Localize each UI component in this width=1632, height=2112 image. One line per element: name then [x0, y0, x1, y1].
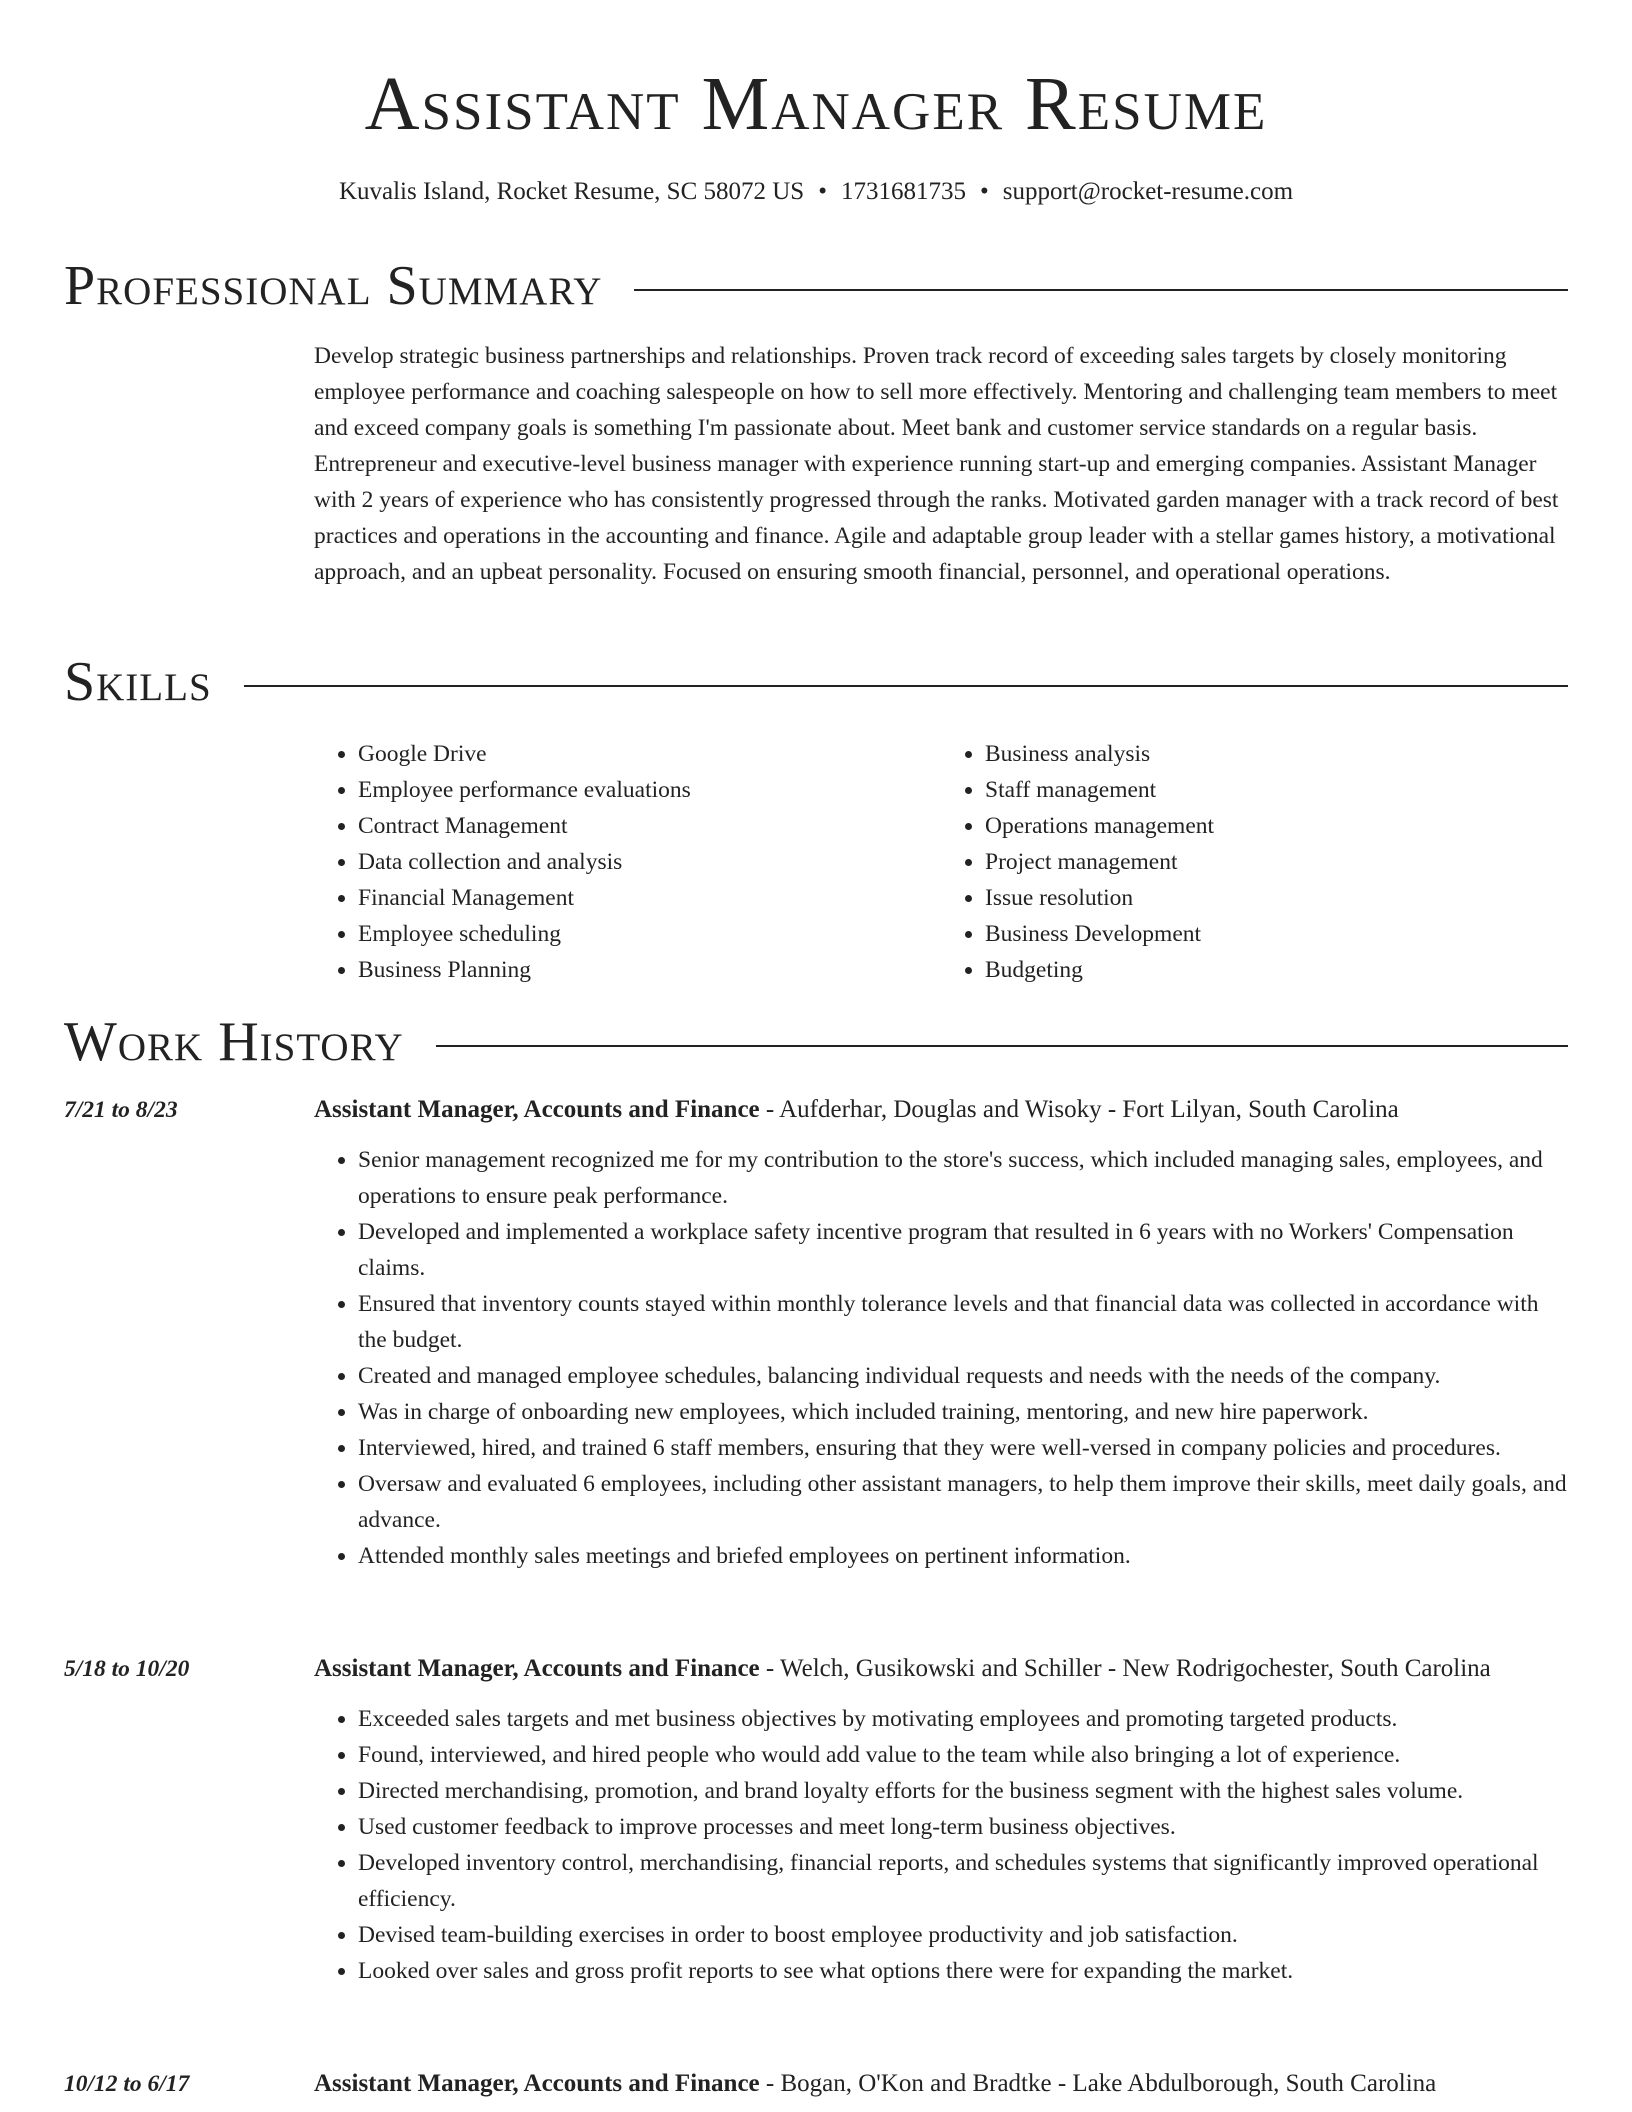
job-entry: [64, 2064, 1568, 2104]
section-divider: [436, 1045, 1568, 1047]
job-dates: 7/21 to 8/23: [64, 1097, 178, 1123]
work-heading: Work History: [64, 1011, 404, 1073]
job-role: Assistant Manager, Accounts and Finance: [314, 2070, 760, 2097]
skill-item: • Issue resolution: [985, 880, 1568, 916]
skill-item: • Business analysis: [985, 736, 1568, 772]
job-bullet: • Found, interviewed, and hired people who would add value to the team while also bringing a lot of experience.: [358, 1737, 1568, 1773]
skill-item: • Google Drive: [358, 736, 941, 772]
contact-line: [0, 174, 1632, 210]
job-bullet: • Devised team-building exercises in order to boost employee productivity and job satisfaction.: [358, 1917, 1568, 1953]
job-bullet: • Attended monthly sales meetings and briefed employees on pertinent information.: [358, 1538, 1568, 1574]
skill-item: • Employee scheduling: [358, 916, 941, 952]
skill-item: • Contract Management: [358, 808, 941, 844]
job-bullet: • Looked over sales and gross profit reports to see what options there were for expanding the market.: [358, 1953, 1568, 1989]
job-bullet: • Interviewed, hired, and trained 6 staff members, ensuring that they were well-versed in company policies and procedures.: [358, 1430, 1568, 1466]
job-bullet: • Ensured that inventory counts stayed within monthly tolerance levels and that financial data was collected in accordance with the budget.: [358, 1286, 1568, 1358]
contact-separator: •: [818, 178, 827, 205]
skill-item: • Data collection and analysis: [358, 844, 941, 880]
summary-section-heading: [64, 252, 1568, 320]
skills-column-left: [314, 736, 941, 988]
job-bullet: • Senior management recognized me for my contribution to the store's success, which included managing sales, employees, and operations to ensure peak performance.: [358, 1142, 1568, 1214]
skill-item: • Employee performance evaluations: [358, 772, 941, 808]
job-bullet: • Created and managed employee schedules, balancing individual requests and needs with the needs of the company.: [358, 1358, 1568, 1394]
job-employer: - Welch, Gusikowski and Schiller - New Rodrigochester, South Carolina: [759, 1655, 1491, 1682]
work-section-heading: [64, 1008, 1568, 1076]
job-bullet: • Developed inventory control, merchandising, financial reports, and schedules systems that significantly improved operational efficiency.: [358, 1845, 1568, 1917]
job-headline: [314, 1649, 1568, 1689]
summary-text: Develop strategic business partnerships and relationships. Proven track record of exceeding sales targets by closely monitoring employee performance and coaching salespeople on how to sell more effectively. Mentoring and challenging team members to meet and exceed company goals is something I'm passionate about. Meet bank and customer service standards on a regular basis. Entrepreneur and executive-level business manager with experience running start-up and emerging companies. Assistant Manager with 2 years of experience who has consistently progressed through the ranks. Motivated garden manager with a track record of best practices and operations in the accounting and finance. Agile and adaptable group leader with a stellar games history, a motivational approach, and an upbeat personality. Focused on ensuring smooth financial, personnel, and operational operations.: [314, 343, 1559, 585]
job-content: [314, 1649, 1568, 1989]
resume-title: Assistant Manager Resume: [364, 62, 1268, 146]
contact-separator: •: [979, 178, 989, 205]
skill-item: • Business Development: [985, 916, 1568, 952]
job-content: [314, 2064, 1568, 2104]
job-bullets: [314, 1142, 1568, 1574]
job-role: Assistant Manager, Accounts and Finance: [314, 1096, 760, 1123]
job-dates: 10/12 to 6/17: [64, 2071, 190, 2097]
skill-item: • Staff management: [985, 772, 1568, 808]
job-bullet: • Directed merchandising, promotion, and brand loyalty efforts for the business segment with the highest sales volume.: [358, 1773, 1568, 1809]
job-headline: [314, 1090, 1568, 1130]
job-employer: - Bogan, O'Kon and Bradtke - Lake Abdulborough, South Carolina: [759, 2070, 1437, 2097]
skill-item: • Operations management: [985, 808, 1568, 844]
section-divider: [244, 685, 1568, 687]
job-entry: [64, 1090, 1568, 1574]
skills-list: [314, 736, 1568, 988]
section-divider: [634, 289, 1568, 291]
job-bullet: • Oversaw and evaluated 6 employees, including other assistant managers, to help them improve their skills, meet daily goals, and advance.: [358, 1466, 1568, 1538]
skills-section-heading: [64, 648, 1568, 716]
job-content: [314, 1090, 1568, 1574]
job-entry: [64, 1649, 1568, 1989]
job-bullets: [314, 1701, 1568, 1989]
job-employer: - Aufderhar, Douglas and Wisoky - Fort Lilyan, South Carolina: [759, 1096, 1399, 1123]
job-bullet: • Developed and implemented a workplace safety incentive program that resulted in 6 years with no Workers' Compensation claims.: [358, 1214, 1568, 1286]
summary-heading: Professional Summary: [64, 255, 603, 317]
job-bullet: • Used customer feedback to improve processes and meet long-term business objectives.: [358, 1809, 1568, 1845]
job-dates: 5/18 to 10/20: [64, 1656, 190, 1682]
contact-phone: 1731681735: [840, 178, 966, 205]
skill-item: • Business Planning: [358, 952, 941, 988]
skill-item: • Financial Management: [358, 880, 941, 916]
contact-address: Kuvalis Island, Rocket Resume, SC 58072 US: [338, 178, 805, 205]
job-bullet: • Was in charge of onboarding new employees, which included training, mentoring, and new hire paperwork.: [358, 1394, 1568, 1430]
skills-heading: Skills: [64, 651, 212, 713]
job-headline: [314, 2064, 1568, 2104]
skill-item: • Budgeting: [985, 952, 1568, 988]
contact-email: support@rocket-resume.com: [1002, 178, 1294, 205]
skills-column-right: [941, 736, 1568, 988]
skill-item: • Project management: [985, 844, 1568, 880]
job-role: Assistant Manager, Accounts and Finance: [314, 1655, 760, 1682]
job-bullet: • Exceeded sales targets and met business objectives by motivating employees and promoting targeted products.: [358, 1701, 1568, 1737]
